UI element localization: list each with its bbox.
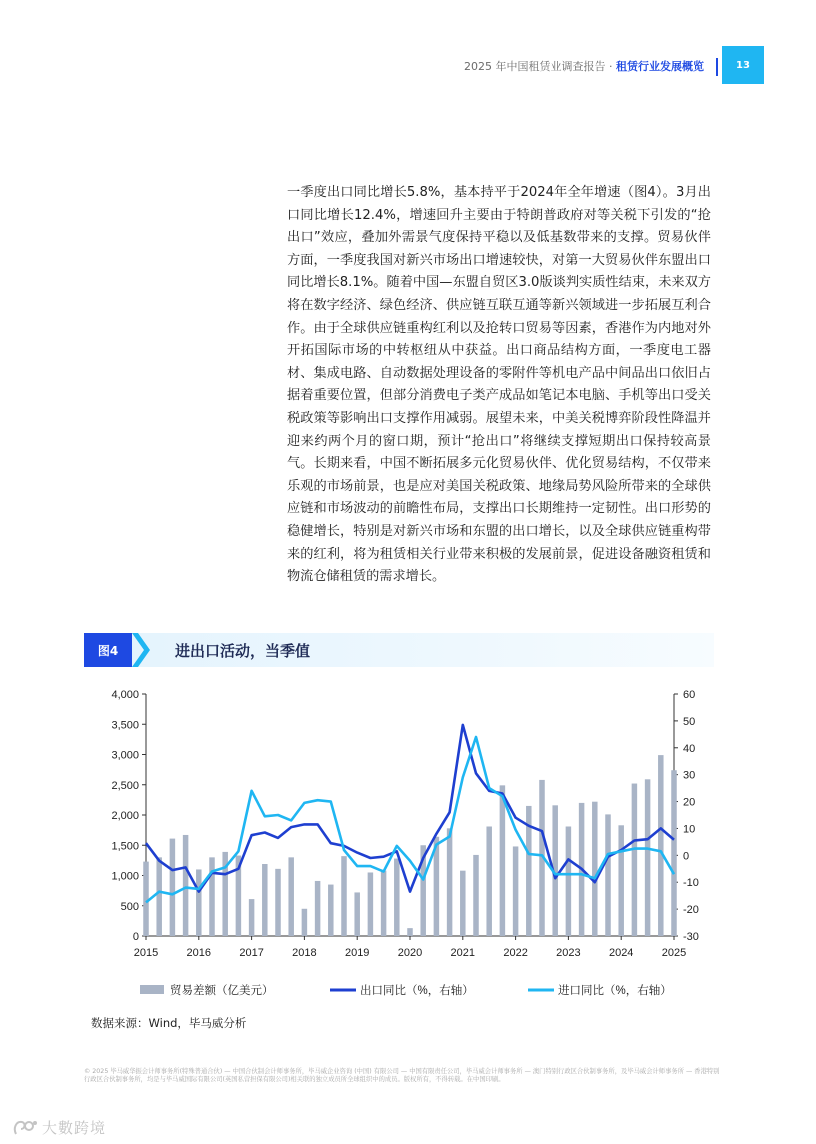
figure-title: 进出口活动，当季值 bbox=[175, 642, 311, 660]
trade-balance-bar bbox=[566, 826, 572, 936]
left-tick-label: 1,500 bbox=[111, 840, 139, 853]
trade-balance-bar bbox=[407, 928, 413, 936]
left-tick-label: 2,500 bbox=[111, 779, 139, 792]
left-tick-label: 2,000 bbox=[111, 810, 139, 822]
trade-balance-bar bbox=[592, 802, 598, 936]
trade-balance-bar bbox=[513, 846, 519, 936]
trade-balance-bar bbox=[645, 779, 651, 936]
left-tick-label: 3,500 bbox=[111, 719, 139, 732]
running-header bbox=[464, 58, 704, 74]
trade-balance-bar bbox=[328, 885, 334, 936]
x-tick-label: 2019 bbox=[344, 947, 370, 959]
figure-source: 数据来源：Wind，毕马威分析 bbox=[91, 1016, 247, 1030]
figure-tag: 图4 bbox=[84, 633, 132, 667]
trade-balance-bar bbox=[394, 859, 400, 936]
x-tick-label: 2017 bbox=[239, 947, 264, 959]
trade-balance-bar bbox=[486, 826, 492, 936]
x-tick-label: 2022 bbox=[503, 947, 528, 959]
trade-balance-bar bbox=[288, 857, 294, 936]
trade-balance-bar bbox=[302, 909, 308, 936]
left-tick-label: 500 bbox=[120, 900, 139, 913]
x-tick-label: 2024 bbox=[608, 947, 634, 959]
left-tick-label: 3,000 bbox=[111, 749, 139, 762]
trade-balance-bar bbox=[170, 839, 176, 936]
watermark bbox=[12, 1117, 106, 1138]
chart-axes bbox=[142, 694, 678, 940]
right-tick-label: -30 bbox=[683, 931, 699, 943]
right-tick-label: 50 bbox=[683, 715, 696, 728]
legend-swatch-bar bbox=[140, 985, 164, 994]
right-tick-label: 60 bbox=[683, 689, 696, 701]
trade-balance-bar bbox=[341, 856, 347, 936]
left-tick-label: 0 bbox=[132, 931, 139, 943]
chart-legend bbox=[140, 983, 672, 997]
x-tick-label: 2021 bbox=[450, 947, 476, 959]
x-tick-label: 2025 bbox=[661, 947, 687, 959]
trade-balance-bar bbox=[500, 785, 506, 936]
trade-balance-bar bbox=[368, 872, 374, 936]
right-tick-label: 30 bbox=[683, 769, 696, 782]
trade-balance-bar bbox=[275, 869, 281, 936]
right-tick-label: -10 bbox=[683, 877, 699, 890]
right-tick-label: -20 bbox=[683, 904, 699, 917]
trade-balance-bar bbox=[249, 899, 255, 936]
section-title: 租赁行业发展概览 bbox=[616, 60, 704, 73]
x-tick-label: 2023 bbox=[556, 947, 581, 959]
bar-series bbox=[143, 755, 677, 936]
trade-balance-bar bbox=[671, 770, 677, 936]
trade-balance-bar bbox=[605, 814, 611, 936]
brand-logo-icon bbox=[12, 1118, 38, 1138]
trade-balance-bar bbox=[354, 892, 360, 936]
watermark-text: 大數跨境 bbox=[42, 1119, 107, 1137]
trade-balance-bar bbox=[658, 755, 664, 936]
trade-balance-bar bbox=[143, 862, 149, 936]
right-tick-label: 0 bbox=[683, 850, 690, 863]
trade-balance-bar bbox=[196, 869, 202, 936]
x-tick-label: 2016 bbox=[186, 947, 212, 959]
x-tick-label: 2018 bbox=[292, 947, 317, 959]
left-tick-label: 4,000 bbox=[111, 689, 139, 701]
trade-balance-bar bbox=[460, 871, 466, 936]
left-tick-label: 1,000 bbox=[111, 870, 139, 883]
x-tick-label: 2015 bbox=[133, 947, 159, 959]
footer-legal: © 2025 毕马威华振会计师事务所(特殊普通合伙) — 中国合伙制会计师事务所，毕马威企业咨询 (中国) 有限公司 — 中国有限责任公司，毕马威会计师事务所 — 澳门特别行政区合伙制事务所，及毕马威会计师事务所 — 香港特别行政区合伙制事务所，均是与毕马威国际有限公司(英国私营担保有限公司)相关联的独立成员所全球组织中的成员。版权所有，不得转载。在中国印刷。 bbox=[84, 1068, 720, 1084]
chevron-right-icon bbox=[132, 633, 150, 667]
x-tick-label: 2020 bbox=[397, 947, 423, 959]
right-tick-label: 10 bbox=[683, 823, 696, 836]
trade-balance-bar bbox=[156, 857, 162, 936]
right-tick-label: 40 bbox=[683, 742, 696, 755]
page-number: 13 bbox=[722, 46, 764, 84]
header-divider bbox=[716, 58, 718, 76]
trade-balance-bar bbox=[262, 864, 268, 936]
right-tick-label: 20 bbox=[683, 796, 696, 809]
trade-balance-bar bbox=[183, 835, 189, 936]
trade-balance-bar bbox=[315, 881, 321, 936]
legend-label: 进口同比（%，右轴） bbox=[558, 985, 672, 997]
trade-balance-bar bbox=[632, 784, 638, 936]
legend-label: 出口同比（%，右轴） bbox=[360, 985, 474, 997]
trade-balance-bar bbox=[209, 857, 215, 936]
report-title: 2025 年中国租赁业调查报告 · bbox=[464, 60, 616, 73]
trade-balance-bar bbox=[447, 828, 453, 936]
trade-balance-bar bbox=[381, 871, 387, 936]
trade-balance-bar bbox=[473, 855, 479, 936]
trade-balance-bar bbox=[618, 825, 624, 936]
body-paragraph: 一季度出口同比增长5.8%，基本持平于2024年全年增速（图4）。3月出口同比增长12.4%，增速回升主要由于特朗普政府对等关税下引发的“抢出口”效应，叠加外需景气度保持平稳以及低基数带来的支撑。贸易伙伴方面，一季度我国对新兴市场出口增速较快，对第一大贸易伙伴东盟出口同比增长8.1%。随着中国—东盟自贸区3.0版谈判实质性结束，未来双方将在数字经济、绿色经济、供应链互联互通等新兴领域进一步拓展互利合作。由于全球供应链重构红利以及抢转口贸易等因素，香港作为内地对外开拓国际市场的中转枢纽从中获益。出口商品结构方面，一季度电工器材、集成电路、自动数据处理设备的零附件等机电产品中间品出口依旧占据着重要位置，但部分消费电子类产成品如笔记本电脑、手机等出口受关税政策等影响出口支撑作用减弱。展望未来，中美关税博弈阶段性降温并迎来约两个月的窗口期，预计“抢出口”将继续支撑短期出口保持较高景气。长期来看，中国不断拓展多元化贸易伙伴、优化贸易结构，不仅带来乐观的市场前景，也是应对美国关税政策、地缘局势风险所带来的全球供应链和市场波动的前瞻性布局，支撑出口长期维持一定韧性。出口形势的稳健增长，特别是对新兴市场和东盟的出口增长，以及全球供应链重构带来的红利，将为租赁相关行业带来积极的发展前景，促进设备融资租赁和物流仓储租赁的需求增长。 bbox=[287, 185, 711, 585]
legend-label: 贸易差额（亿美元） bbox=[170, 985, 274, 997]
trade-chart bbox=[84, 680, 724, 1010]
